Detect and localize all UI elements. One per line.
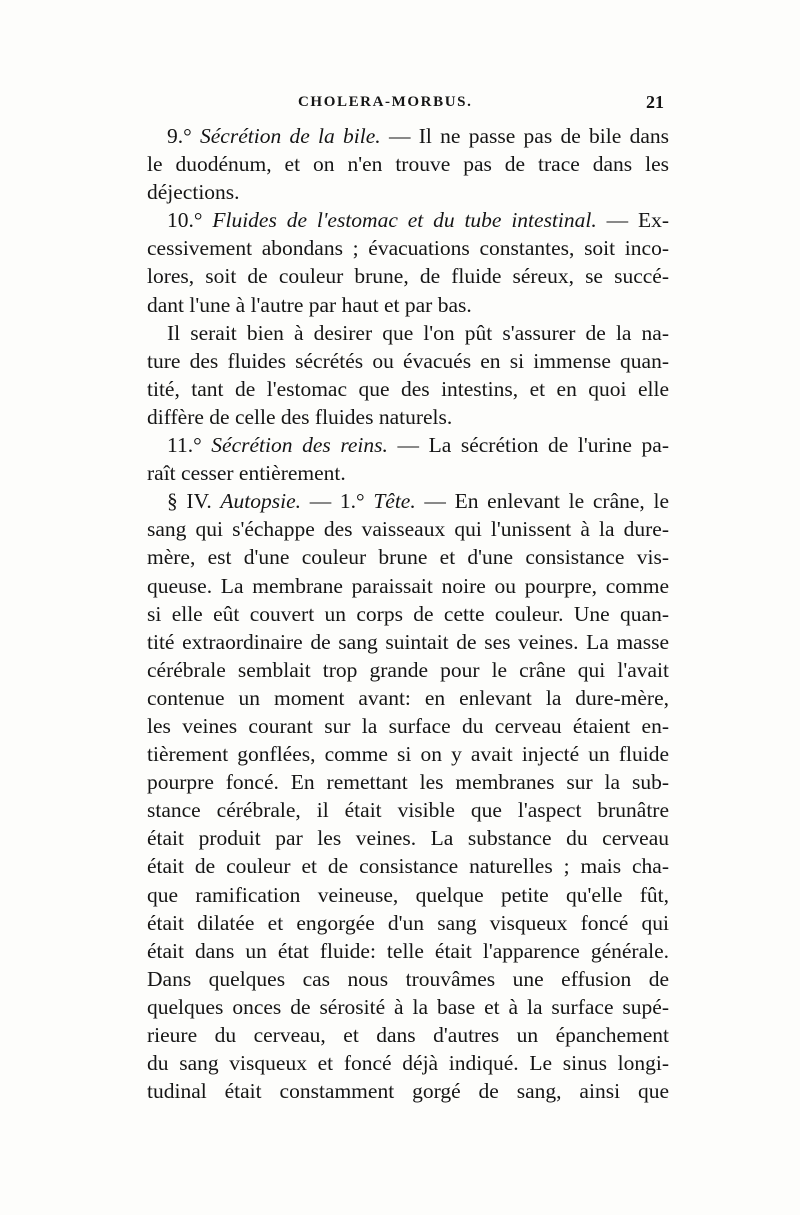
page-header [150, 94, 670, 116]
text-line: tité extraordinaire de sang suintait de ses veines. La masse [147, 629, 669, 654]
text-line: rieure du cerveau, et dans d'autres un épanchement [147, 1023, 669, 1047]
text-line: était produit par les veines. La substance du cerveau [147, 826, 669, 851]
text-line: était dilatée et engorgée d'un sang visqueux foncé qui [147, 910, 669, 935]
text-line: cérébrale semblait trop grande pour le crâne qui l'avait [147, 657, 669, 682]
text-line: tièrement gonflées, comme si on y avait injecté un fluide [147, 742, 669, 767]
text-line: 11.° Sécrétion des reins. — La sécrétion de l'urine pa- [167, 433, 669, 458]
text-line: diffère de celle des fluides naturels. [147, 404, 453, 429]
text-line: tudinal était constamment gorgé de sang, ainsi que [147, 1079, 669, 1104]
text-line: 10.° Fluides de l'estomac et du tube intestinal. — Ex- [167, 208, 669, 233]
text-line: stance cérébrale, il était visible que l'aspect brunâtre [147, 798, 669, 823]
text-line: raît cesser entièrement. [147, 461, 346, 486]
text-line: ture des fluides sécrétés ou évacués en si immense quan- [147, 348, 669, 373]
body-text [147, 122, 669, 1105]
text-line: contenue un moment avant: en enlevant la dure-mère, [147, 685, 669, 710]
text-line: que ramification veineuse, quelque petite qu'elle fût, [147, 882, 669, 907]
text-line: queuse. La membrane paraissait noire ou pourpre, comme [147, 573, 669, 598]
text-line: cessivement abondans ; évacuations constantes, soit inco- [147, 236, 669, 261]
text-line: 9.° Sécrétion de la bile. — Il ne passe pas de bile dans [167, 124, 669, 148]
text-line: était dans un état fluide: telle était l'apparence générale. [147, 938, 669, 963]
text-line: le duodénum, et on n'en trouve pas de trace dans les [147, 152, 669, 177]
text-line: les veines courant sur la surface du cerveau étaient en- [147, 713, 669, 738]
text-line: tité, tant de l'estomac que des intestins, et en quoi elle [147, 376, 669, 401]
running-title: CHOLERA-MORBUS. [298, 94, 473, 110]
text-line: quelques onces de sérosité à la base et à la surface supé- [147, 994, 669, 1019]
text-line: était de couleur et de consistance naturelles ; mais cha- [147, 854, 669, 879]
text-line: si elle eût couvert un corps de cette couleur. Une quan- [147, 601, 669, 626]
text-line: pourpre foncé. En remettant les membranes sur la sub- [147, 770, 669, 795]
text-line: sang qui s'échappe des vaisseaux qui l'unissent à la dure- [147, 517, 669, 542]
text-line: du sang visqueux et foncé déjà indiqué. Le sinus longi- [147, 1051, 669, 1076]
text-line: dant l'une à l'autre par haut et par bas. [147, 292, 472, 317]
text-line: mère, est d'une couleur brune et d'une consistance vis- [147, 545, 669, 570]
text-line: § IV. Autopsie. — 1.° Tête. — En enlevant le crâne, le [167, 489, 669, 514]
page-number: 21 [646, 92, 664, 112]
text-line: déjections. [147, 180, 240, 205]
text-line: lores, soit de couleur brune, de fluide séreux, se succé- [147, 264, 669, 289]
text-line: Il serait bien à desirer que l'on pût s'assurer de la na- [167, 320, 669, 345]
text-line: Dans quelques cas nous trouvâmes une effusion de [147, 966, 669, 991]
